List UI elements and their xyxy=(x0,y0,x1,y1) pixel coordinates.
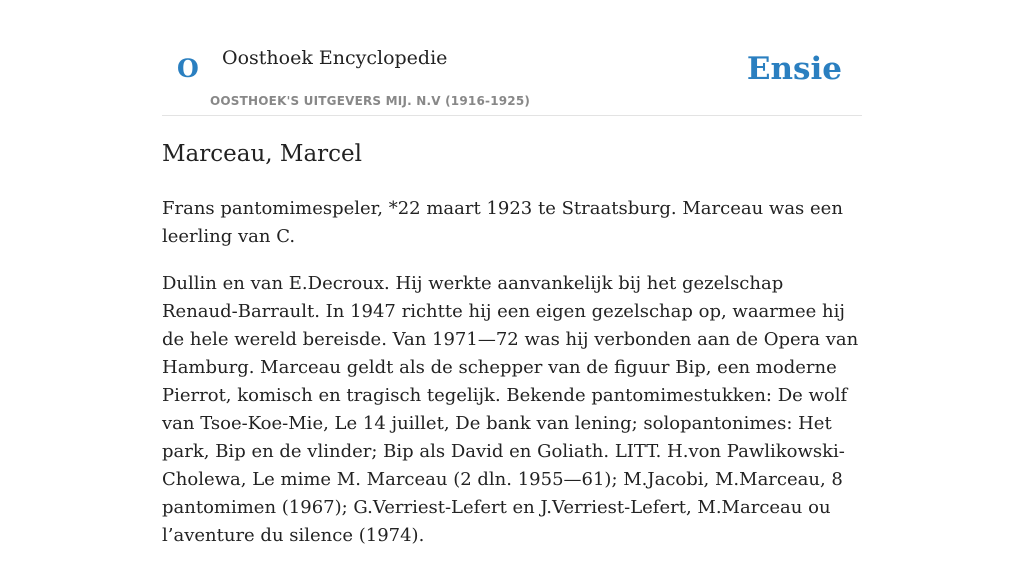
site-header xyxy=(162,0,862,116)
article-paragraph-1: Frans pantomimespeler, *22 maart 1923 te Straatsburg. Marceau was een leerling van C. xyxy=(162,198,843,247)
encyclopedia-name-link[interactable]: Oosthoek Encyclopedie xyxy=(222,47,448,69)
oosthoek-logo[interactable]: O xyxy=(177,54,199,83)
entry-title: Marceau, Marcel xyxy=(162,141,363,167)
article-paragraph-2: Dullin en van E.Decroux. Hij werkte aanvankelijk bij het gezelschap Renaud-Barrault. In 1947 richtte hij een eigen gezelschap op, waarmee hij de hele wereld bereisde. Van 1971—72 was hij verbonden aan de Opera van Hamburg. Marceau geldt als de schepper van de figuur Bip, een moderne Pierrot, komisch en tragisch tegelijk. Bekende pantomimestukken: De wolf van Tsoe-Koe-Mie, Le 14 juillet, De bank van lening; solopantonimes: Het park, Bip en de vlinder; Bip als David en Goliath. LITT. H.von Pawlikowski-Cholewa, Le mime M. Marceau (2 dln. 1955—61); M.Jacobi, M.Marceau, 8 pantomimen (1967); G.Verriest-Lefert en J.Verriest-Lefert, M.Marceau ou l’aventure du silence (1974). xyxy=(162,273,859,546)
ensie-brand-link[interactable]: Ensie xyxy=(746,51,842,87)
publisher-subtitle: OOSTHOEK'S UITGEVERS MIJ. N.V (1916-1925) xyxy=(210,94,531,108)
article xyxy=(162,136,862,569)
